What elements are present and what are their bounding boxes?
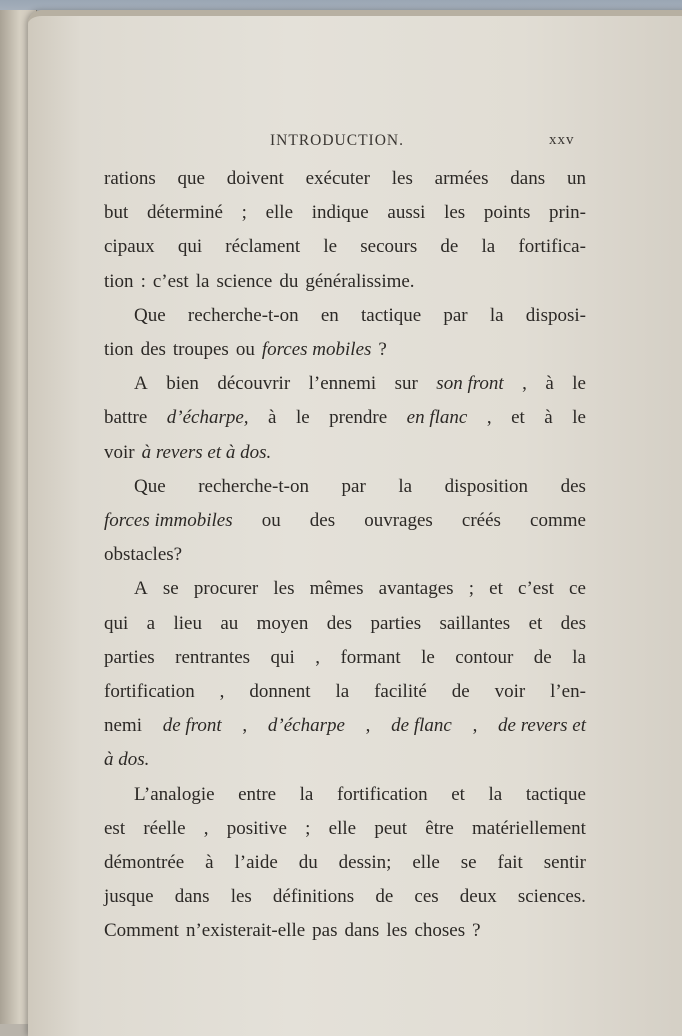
word: à	[268, 407, 277, 429]
word: ou	[235, 339, 255, 360]
word: doivent	[226, 168, 284, 189]
word: définitions	[272, 886, 355, 908]
word: déterminé	[146, 202, 223, 224]
word: des	[560, 612, 586, 634]
word: à	[205, 852, 214, 873]
word: peut	[374, 817, 408, 839]
word: parties	[104, 646, 155, 668]
word: jusque	[104, 886, 154, 908]
word: est	[104, 817, 126, 839]
word: ;	[305, 817, 311, 839]
word: qui	[104, 612, 129, 634]
word: de	[440, 236, 459, 258]
word: tion	[104, 270, 134, 292]
word: des	[140, 339, 166, 360]
text-line	[104, 504, 586, 538]
text-line	[104, 470, 586, 504]
text-line	[104, 709, 586, 743]
word: découvrir	[217, 373, 291, 395]
word: à	[544, 407, 553, 429]
word: L’analogie	[134, 783, 215, 805]
italic-word: à dos.	[104, 749, 150, 771]
word: comme	[530, 510, 586, 531]
word: dans	[510, 168, 546, 189]
word: la	[195, 270, 210, 292]
word: matériellement	[472, 817, 586, 839]
word: ;	[241, 202, 247, 224]
word: le	[421, 646, 435, 668]
word: ,	[365, 715, 371, 737]
text-line	[104, 607, 586, 641]
word: saillantes	[439, 612, 511, 634]
word: qui	[270, 646, 295, 668]
word: fait	[497, 852, 523, 873]
word: mêmes	[309, 578, 364, 600]
word: entre	[238, 783, 277, 805]
word: cipaux	[104, 236, 155, 258]
word: recherche-t-on	[187, 304, 299, 326]
text-line	[104, 367, 586, 401]
word: et	[489, 578, 503, 600]
word: créés	[461, 510, 501, 531]
word: la	[398, 475, 413, 497]
word: ou	[261, 510, 281, 531]
text-line	[104, 572, 586, 606]
word: le	[572, 407, 586, 429]
word: par	[341, 475, 366, 497]
text-line	[104, 401, 586, 435]
word: dans	[174, 886, 210, 908]
italic-word: de flanc	[391, 715, 452, 737]
word: rations	[104, 168, 156, 189]
word: ;	[468, 578, 474, 600]
word: les	[230, 886, 252, 908]
word: fortification	[104, 681, 195, 702]
word: au	[220, 612, 239, 634]
page-number: xxv	[549, 132, 575, 148]
word: réelle	[143, 817, 186, 839]
word: secours	[360, 236, 418, 258]
word: choses	[414, 920, 466, 942]
word: positive	[226, 817, 287, 839]
word: obstacles?	[104, 544, 183, 566]
word: disposition	[444, 475, 529, 497]
word: le	[295, 407, 310, 429]
header-title: INTRODUCTION.	[270, 132, 404, 149]
word: être	[425, 817, 454, 839]
word: lieu	[173, 612, 202, 634]
word: c’est	[152, 270, 189, 292]
word: l’en-	[550, 681, 586, 702]
text-line	[104, 846, 586, 880]
word: le	[323, 236, 338, 258]
word: pas	[312, 920, 338, 942]
word: :	[140, 270, 146, 292]
text-line	[104, 265, 586, 299]
word: Que	[134, 475, 166, 497]
word: des	[326, 612, 353, 634]
word: la	[572, 646, 586, 668]
word: troupes	[172, 339, 229, 360]
word: généralissime.	[305, 270, 415, 292]
text-line	[104, 299, 586, 333]
running-head	[0, 120, 682, 160]
word: par	[443, 304, 468, 326]
italic-word: de front	[162, 715, 222, 737]
text-line	[104, 914, 586, 948]
word: ,	[472, 715, 478, 737]
word: formant	[340, 646, 401, 668]
word: tactique	[525, 783, 586, 805]
word: fortifica-	[518, 236, 586, 258]
word: ?	[472, 920, 481, 942]
word: donnent	[249, 681, 311, 702]
word: voir	[494, 681, 526, 702]
word: A	[134, 373, 148, 395]
word: fortification	[336, 783, 428, 805]
italic-word: forces immobiles	[104, 510, 233, 531]
word: réclament	[225, 236, 301, 258]
word: la	[481, 236, 496, 258]
word: démontrée	[104, 852, 185, 873]
text-line	[104, 812, 586, 846]
word: prendre	[329, 407, 388, 429]
word: ,	[203, 817, 209, 839]
text-line	[104, 778, 586, 812]
word: la	[299, 783, 314, 805]
word: la	[488, 783, 503, 805]
word: les	[444, 202, 466, 224]
word: se	[162, 578, 179, 600]
word: ,	[315, 646, 320, 668]
text-line	[104, 538, 586, 572]
word: la	[489, 304, 504, 326]
word: de	[533, 646, 552, 668]
word: ?	[378, 339, 387, 360]
text-line	[104, 333, 586, 367]
word: à	[545, 373, 554, 395]
word: le	[572, 373, 586, 395]
word: et	[511, 407, 525, 429]
word: les	[391, 168, 413, 189]
word: les	[386, 920, 408, 942]
word: deux	[459, 886, 497, 908]
italic-word: de revers et	[498, 715, 586, 737]
word: armées	[434, 168, 489, 189]
word: science	[216, 270, 273, 292]
word: ,	[219, 681, 225, 702]
word: la	[335, 681, 350, 702]
word: moyen	[256, 612, 309, 634]
word: facilité	[374, 681, 427, 702]
word: un	[566, 168, 586, 189]
word: qui	[177, 236, 203, 258]
word: ,	[242, 715, 248, 737]
word: et	[528, 612, 543, 634]
text-line	[104, 230, 586, 264]
word: ,	[486, 407, 492, 429]
word: se	[460, 852, 477, 873]
word: ouvrages	[364, 510, 433, 531]
word: du	[298, 852, 318, 873]
text-line	[104, 436, 586, 470]
word: du	[279, 270, 299, 292]
word: les	[273, 578, 295, 600]
italic-word: d’écharpe,	[166, 407, 249, 429]
text-line	[104, 743, 586, 777]
word: dessin;	[338, 852, 392, 873]
word: disposi-	[525, 304, 586, 326]
word: Comment	[104, 920, 179, 942]
word: A	[134, 578, 148, 600]
word: de	[451, 681, 470, 702]
word: nemi	[104, 715, 142, 737]
word: l’ennemi	[308, 373, 377, 395]
word: dans	[344, 920, 380, 942]
italic-word: forces mobiles	[261, 339, 372, 360]
word: l’aide	[234, 852, 278, 873]
word: procurer	[193, 578, 259, 600]
word: sciences.	[517, 886, 586, 908]
word: elle	[412, 852, 440, 873]
italic-word: en flanc	[406, 407, 468, 429]
word: rentrantes	[175, 646, 251, 668]
word: avantages	[378, 578, 454, 600]
word: sur	[394, 373, 418, 395]
word: elle	[328, 817, 357, 839]
word: n’existerait-elle	[185, 920, 306, 942]
italic-word: à revers et à dos.	[141, 441, 272, 463]
word: des	[309, 510, 336, 531]
text-line	[104, 196, 586, 230]
word: c’est	[518, 578, 554, 600]
word: que	[177, 168, 205, 189]
word: but	[104, 202, 129, 224]
word: voir	[104, 441, 135, 463]
word: points	[483, 202, 531, 224]
text-line	[104, 641, 586, 675]
italic-word: son front	[436, 373, 504, 395]
word: prin-	[549, 202, 586, 224]
word: indique	[311, 202, 369, 224]
text-line	[104, 675, 586, 709]
word: Que	[134, 304, 166, 326]
word: des	[560, 475, 586, 497]
word: tactique	[361, 304, 422, 326]
word: ce	[569, 578, 586, 600]
word: et	[451, 783, 465, 805]
word: elle	[265, 202, 294, 224]
word: a	[146, 612, 156, 634]
word: sentir	[543, 852, 586, 873]
word: parties	[370, 612, 422, 634]
word: ces	[414, 886, 439, 908]
word: recherche-t-on	[198, 475, 309, 497]
word: ,	[522, 373, 527, 395]
word: contour	[455, 646, 514, 668]
italic-word: d’écharpe	[267, 715, 345, 737]
word: de	[375, 886, 394, 908]
word: battre	[104, 407, 148, 429]
word: en	[320, 304, 339, 326]
word: bien	[166, 373, 199, 395]
text-line	[104, 880, 586, 914]
text-line	[104, 162, 586, 196]
word: aussi	[387, 202, 426, 224]
word: exécuter	[305, 168, 370, 189]
word: tion	[104, 339, 134, 360]
